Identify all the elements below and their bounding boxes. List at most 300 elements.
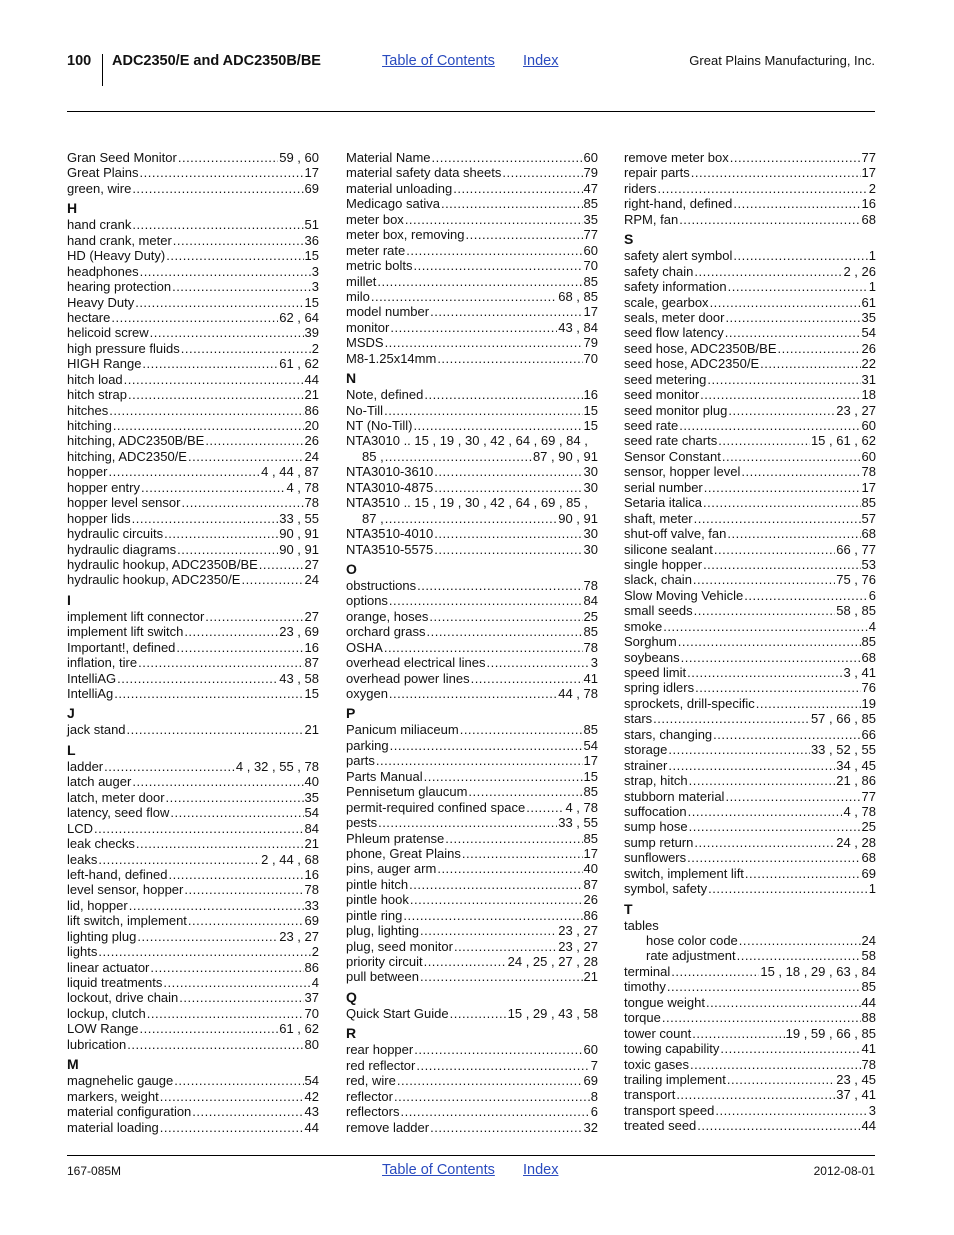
index-entry[interactable] [67, 356, 319, 371]
index-entry[interactable] [346, 954, 598, 969]
index-entry-term: tongue weight [624, 994, 705, 1010]
index-entry[interactable] [346, 769, 598, 784]
dot-leader [694, 264, 842, 279]
index-entry-pages: 44 [304, 1119, 319, 1135]
index-entry[interactable] [624, 773, 876, 788]
index-entry[interactable] [67, 640, 319, 655]
dot-leader [689, 773, 836, 788]
index-entry[interactable] [346, 403, 598, 418]
index-entry-term: sump hose [624, 819, 688, 835]
index-entry-term: latch auger [67, 774, 132, 790]
index-entry-pages: 37 , 41 [836, 1087, 876, 1103]
index-column-1 [67, 150, 319, 1135]
index-entry[interactable] [346, 671, 598, 686]
dot-leader [703, 557, 860, 572]
footer-rule [67, 1155, 875, 1156]
dot-leader [715, 1103, 867, 1118]
dot-leader [160, 1089, 304, 1104]
dot-leader [400, 1104, 589, 1119]
index-entry[interactable] [624, 995, 876, 1010]
index-entry[interactable] [67, 790, 319, 805]
index-entry-term: Important!, defined [67, 639, 176, 655]
index-entry[interactable] [67, 233, 319, 248]
index-entry-term: hopper lids [67, 510, 131, 526]
index-entry[interactable] [346, 351, 598, 366]
dot-leader [135, 295, 303, 310]
index-entry-term: single hopper [624, 556, 703, 572]
index-entry-term: seed metering [624, 371, 707, 387]
index-entry-pages: 44 , 78 [558, 686, 598, 701]
index-entry[interactable] [346, 939, 598, 954]
index-entry-pages: 60 [583, 242, 598, 258]
index-entry-term: inflation, tire [67, 655, 138, 671]
index-entry[interactable] [67, 480, 319, 495]
index-entry-term: riders [624, 180, 657, 196]
index-entry[interactable] [624, 181, 876, 196]
index-entry[interactable] [624, 819, 876, 834]
index-entry[interactable] [67, 944, 319, 959]
index-entry[interactable] [346, 655, 598, 670]
index-entry[interactable] [624, 341, 876, 356]
index-entry-term: overhead electrical lines [346, 655, 486, 671]
index-section-letter: I [67, 591, 71, 608]
index-entry[interactable] [67, 686, 319, 701]
index-entry[interactable] [624, 464, 876, 479]
index-entry-pages: 58 , 85 [836, 603, 876, 619]
index-entry-term: NTA3010 .. 15 , 19 , 30 , 42 , 64 , 69 , 84 , [346, 433, 588, 449]
index-entry[interactable] [624, 295, 876, 310]
index-entry[interactable] [346, 304, 598, 319]
index-entry[interactable] [624, 1072, 876, 1087]
dot-leader [688, 804, 843, 819]
index-entry[interactable] [67, 341, 319, 356]
index-entry-term: timothy [624, 979, 666, 995]
index-entry[interactable] [624, 711, 876, 726]
index-entry[interactable] [624, 1103, 876, 1118]
index-entry[interactable] [346, 892, 598, 907]
index-entry[interactable] [346, 387, 598, 402]
index-entry-pages: 35 [583, 211, 598, 227]
index-entry[interactable] [624, 665, 876, 680]
dot-leader [205, 433, 303, 448]
index-entry[interactable] [67, 624, 319, 639]
index-entry[interactable] [624, 588, 876, 603]
index-entry[interactable] [346, 624, 598, 639]
index-entry[interactable] [346, 593, 598, 608]
dot-leader [727, 526, 860, 541]
index-entry[interactable] [624, 511, 876, 526]
index-entry-term: headphones [67, 263, 139, 279]
index-entry[interactable] [624, 1057, 876, 1072]
index-entry[interactable] [624, 279, 876, 294]
index-entry-pages: 75 , 76 [836, 572, 876, 588]
index-entry-term: slack, chain [624, 572, 692, 588]
index-entry-term: pintle hitch [346, 876, 409, 892]
index-entry[interactable] [67, 655, 319, 670]
index-entry[interactable] [346, 418, 598, 433]
index-entry-term: oxygen [346, 686, 388, 701]
index-entry-term: safety alert symbol [624, 248, 733, 264]
dot-leader [690, 1057, 860, 1072]
index-entry-term: lift switch, implement [67, 913, 187, 929]
index-entry[interactable] [67, 774, 319, 789]
index-entry[interactable] [67, 526, 319, 541]
index-entry-term: soybeans [624, 649, 680, 665]
index-entry[interactable] [624, 403, 876, 418]
index-entry[interactable] [346, 640, 598, 655]
dot-leader [658, 181, 868, 196]
index-entry-pages: 41 [583, 670, 598, 686]
index-entry[interactable] [67, 1104, 319, 1119]
index-entry[interactable] [67, 852, 319, 867]
index-entry[interactable] [346, 784, 598, 799]
footer-index-link[interactable]: Index [523, 1162, 559, 1178]
index-entry[interactable] [346, 1058, 598, 1073]
header-divider [102, 54, 103, 86]
index-entry[interactable] [67, 898, 319, 913]
index-entry[interactable] [624, 310, 876, 325]
index-entry[interactable] [624, 526, 876, 541]
dot-leader [700, 387, 860, 402]
index-entry[interactable] [67, 572, 319, 587]
index-entry-pages: 24 , 28 [836, 834, 876, 850]
index-entry[interactable] [67, 671, 319, 686]
index-entry[interactable] [346, 526, 598, 541]
index-entry[interactable] [624, 727, 876, 742]
index-entry[interactable] [67, 913, 319, 928]
index-entry-term: NTA3510 .. 15 , 19 , 30 , 42 , 64 , 69 , 85 , [346, 495, 588, 511]
index-entry[interactable] [67, 867, 319, 882]
index-entry-term: hitching, ADC2350B/BE [67, 433, 205, 449]
index-entry[interactable] [346, 212, 598, 227]
index-entry-pages: 22 [861, 356, 876, 372]
index-entry[interactable] [346, 433, 598, 448]
index-entry[interactable] [67, 295, 319, 310]
index-entry[interactable] [346, 289, 598, 304]
index-entry[interactable] [624, 480, 876, 495]
index-entry-pages: 87 [304, 655, 319, 671]
index-entry[interactable] [67, 882, 319, 897]
toc-link[interactable]: Table of Contents [382, 53, 495, 69]
dot-leader [136, 836, 304, 851]
index-entry-pages: 24 [861, 933, 876, 948]
index-entry[interactable] [346, 738, 598, 753]
index-entry[interactable] [624, 634, 876, 649]
index-entry-term: hectare [67, 309, 111, 325]
index-entry-term: implement lift connector [67, 608, 205, 624]
index-link[interactable]: Index [523, 53, 559, 69]
dot-leader [140, 264, 311, 279]
index-entry[interactable] [624, 449, 876, 464]
index-entry[interactable] [346, 464, 598, 479]
index-entry[interactable] [624, 150, 876, 165]
index-entry[interactable] [624, 1041, 876, 1056]
index-entry[interactable] [624, 356, 876, 371]
index-entry[interactable] [624, 495, 876, 510]
index-entry[interactable] [624, 933, 876, 948]
index-entry[interactable] [346, 1042, 598, 1057]
index-entry[interactable] [346, 320, 598, 335]
index-entry[interactable] [624, 1010, 876, 1025]
index-entry[interactable] [67, 542, 319, 557]
index-entry-term: Quick Start Guide [346, 1005, 449, 1021]
footer-toc-link[interactable]: Table of Contents [382, 1162, 495, 1178]
index-entry-pages: 3 [311, 263, 319, 279]
index-entry-pages: 79 [583, 165, 598, 181]
index-entry[interactable] [67, 929, 319, 944]
index-entry-term: milo [346, 288, 370, 304]
dot-leader [689, 819, 861, 834]
index-entry[interactable] [346, 1006, 598, 1021]
index-entry-term: repair parts [624, 165, 690, 181]
index-entry-pages: 34 , 45 [836, 757, 876, 773]
index-entry[interactable] [67, 217, 319, 232]
index-entry[interactable] [624, 789, 876, 804]
index-entry[interactable] [67, 609, 319, 624]
index-entry[interactable] [67, 150, 319, 165]
index-entry[interactable] [624, 835, 876, 850]
dot-leader [188, 913, 304, 928]
index-entry[interactable] [624, 433, 876, 448]
index-entry[interactable] [346, 274, 598, 289]
index-entry-pages: 86 [304, 402, 319, 418]
index-entry-term: Parts Manual [346, 768, 423, 784]
dot-leader [437, 861, 582, 876]
index-entry[interactable] [67, 264, 319, 279]
index-entry[interactable] [67, 821, 319, 836]
index-entry-term: IntelliAG [67, 670, 117, 686]
index-entry[interactable] [624, 603, 876, 618]
index-entry-pages: 53 [861, 556, 876, 572]
index-entry[interactable] [67, 403, 319, 418]
index-entry[interactable] [624, 866, 876, 881]
index-entry[interactable] [624, 248, 876, 263]
index-entry[interactable] [624, 979, 876, 994]
index-entry-pages: 60 [861, 448, 876, 464]
index-entry[interactable] [624, 212, 876, 227]
index-entry[interactable] [67, 1073, 319, 1088]
index-entry[interactable] [346, 831, 598, 846]
index-entry-term: Phleum pratense [346, 830, 445, 846]
index-entry-pages: 78 [304, 495, 319, 511]
dot-leader [150, 960, 303, 975]
dot-leader [192, 1104, 303, 1119]
index-entry-term: left-hand, defined [67, 866, 168, 882]
index-entry[interactable] [624, 418, 876, 433]
index-entry[interactable] [346, 511, 598, 526]
index-entry[interactable] [624, 542, 876, 557]
index-entry[interactable] [624, 758, 876, 773]
dot-leader [708, 881, 868, 896]
index-entry[interactable] [346, 335, 598, 350]
index-entry[interactable] [624, 1026, 876, 1041]
index-entry[interactable] [624, 325, 876, 340]
index-entry[interactable] [624, 1087, 876, 1102]
index-entry[interactable] [346, 877, 598, 892]
index-entry-term: obstructions [346, 577, 417, 593]
index-entry[interactable] [67, 165, 319, 180]
index-entry[interactable] [624, 881, 876, 896]
index-entry[interactable] [67, 990, 319, 1005]
index-entry[interactable] [67, 325, 319, 340]
index-entry[interactable] [624, 264, 876, 279]
index-entry-pages: 3 [311, 279, 319, 295]
index-entry[interactable] [67, 836, 319, 851]
index-entry-pages: 69 [304, 913, 319, 929]
index-entry[interactable] [624, 804, 876, 819]
dot-leader [371, 289, 557, 304]
index-entry-term: Note, defined [346, 387, 424, 403]
index-entry[interactable] [346, 542, 598, 557]
index-entry[interactable] [346, 1104, 598, 1119]
index-entry-pages: 88 [861, 1010, 876, 1026]
index-entry[interactable] [67, 464, 319, 479]
index-entry[interactable] [624, 650, 876, 665]
index-entry[interactable] [67, 960, 319, 975]
index-entry[interactable] [67, 1021, 319, 1036]
index-entry[interactable] [346, 165, 598, 180]
index-entry[interactable] [624, 165, 876, 180]
index-entry[interactable] [67, 248, 319, 263]
index-entry[interactable] [624, 572, 876, 587]
index-entry-term: hopper level sensor [67, 495, 181, 511]
index-entry[interactable] [346, 800, 598, 815]
index-entry[interactable] [67, 1120, 319, 1135]
index-entry-pages: 15 , 18 , 29 , 63 , 84 [760, 963, 876, 979]
index-entry[interactable] [346, 722, 598, 737]
index-entry[interactable] [67, 495, 319, 510]
dot-leader [778, 341, 861, 356]
index-entry[interactable] [67, 759, 319, 774]
index-entry[interactable] [67, 372, 319, 387]
index-entry[interactable] [67, 1037, 319, 1052]
index-entry[interactable] [346, 578, 598, 593]
index-entry[interactable] [624, 1118, 876, 1133]
index-entry[interactable] [624, 742, 876, 757]
index-entry[interactable] [346, 495, 598, 510]
index-entry-pages: 54 [304, 805, 319, 821]
index-entry-term: suffocation [624, 803, 687, 819]
index-entry[interactable] [67, 181, 319, 196]
index-entry-term: pintle ring [346, 907, 403, 923]
index-entry[interactable] [346, 846, 598, 861]
index-entry[interactable] [67, 387, 319, 402]
index-entry[interactable] [67, 975, 319, 990]
index-entry[interactable] [67, 310, 319, 325]
index-entry[interactable] [346, 449, 598, 464]
index-entry[interactable] [346, 1120, 598, 1135]
dot-leader [160, 1120, 304, 1135]
index-entry[interactable] [67, 511, 319, 526]
index-entry[interactable] [67, 433, 319, 448]
index-entry[interactable] [346, 480, 598, 495]
index-entry[interactable] [346, 861, 598, 876]
index-entry[interactable] [624, 680, 876, 695]
index-entry-pages: 90 , 91 [558, 510, 598, 526]
dot-leader [378, 815, 557, 830]
index-entry[interactable] [346, 181, 598, 196]
index-entry[interactable] [346, 815, 598, 830]
index-entry-term: rear hopper [346, 1042, 414, 1058]
index-entry-pages: 40 [583, 861, 598, 877]
index-entry[interactable] [67, 805, 319, 820]
index-entry[interactable] [624, 196, 876, 211]
index-entry[interactable] [67, 722, 319, 737]
index-entry[interactable] [346, 1073, 598, 1088]
dot-leader [441, 196, 583, 211]
index-entry[interactable] [624, 964, 876, 979]
index-entry-pages: 69 [304, 180, 319, 196]
index-entry[interactable] [346, 243, 598, 258]
header-rule [67, 111, 875, 112]
index-entry-pages: 40 [304, 774, 319, 790]
index-entry-pages: 54 [304, 1073, 319, 1089]
index-entry[interactable] [67, 449, 319, 464]
dot-leader [437, 351, 582, 366]
index-entry[interactable] [624, 696, 876, 711]
index-section-letter: J [67, 705, 75, 722]
index-entry[interactable] [624, 918, 876, 933]
index-section-letter: H [67, 200, 78, 217]
dot-leader [434, 464, 582, 479]
index-entry-pages: 3 [590, 655, 598, 671]
index-entry-term: right-hand, defined [624, 196, 733, 212]
index-entry[interactable] [346, 1089, 598, 1104]
index-entry[interactable] [346, 753, 598, 768]
index-entry[interactable] [624, 850, 876, 865]
dot-leader [693, 572, 835, 587]
index-entry[interactable] [624, 619, 876, 634]
index-entry[interactable] [67, 1089, 319, 1104]
index-entry[interactable] [624, 557, 876, 572]
index-entry[interactable] [67, 557, 319, 572]
index-entry-pages: 30 [583, 541, 598, 557]
index-entry[interactable] [624, 387, 876, 402]
index-entry[interactable] [624, 948, 876, 963]
dot-leader [733, 196, 860, 211]
index-entry-term: silicone sealant [624, 541, 713, 557]
index-entry-term: NTA3510-5575 [346, 541, 434, 557]
index-entry[interactable] [346, 609, 598, 624]
index-entry[interactable] [67, 418, 319, 433]
index-entry[interactable] [346, 923, 598, 938]
dot-leader [420, 923, 557, 938]
index-entry[interactable] [67, 1006, 319, 1021]
index-entry-pages: 4 , 78 [565, 799, 598, 815]
index-entry[interactable] [67, 279, 319, 294]
index-entry[interactable] [346, 196, 598, 211]
index-entry-pages: 19 [861, 695, 876, 711]
index-entry-pages: 17 [861, 165, 876, 181]
index-entry-term: seed rate charts [624, 433, 718, 449]
index-entry[interactable] [346, 969, 598, 984]
index-entry[interactable] [346, 908, 598, 923]
index-entry[interactable] [346, 150, 598, 165]
index-entry-term: meter box [346, 211, 404, 227]
index-entry-pages: 33 , 52 , 55 [810, 742, 876, 758]
index-entry[interactable] [346, 258, 598, 273]
index-entry-term: hand crank [67, 217, 132, 233]
index-entry-pages: 54 [861, 325, 876, 341]
index-entry-pages: 84 [583, 593, 598, 609]
index-entry[interactable] [346, 686, 598, 701]
index-entry-pages: 62 , 64 [279, 309, 319, 325]
index-entry[interactable] [346, 227, 598, 242]
index-entry-term: lockout, drive chain [67, 990, 179, 1006]
index-entry[interactable] [624, 372, 876, 387]
dot-leader [413, 258, 582, 273]
index-entry-term: green, wire [67, 180, 132, 196]
